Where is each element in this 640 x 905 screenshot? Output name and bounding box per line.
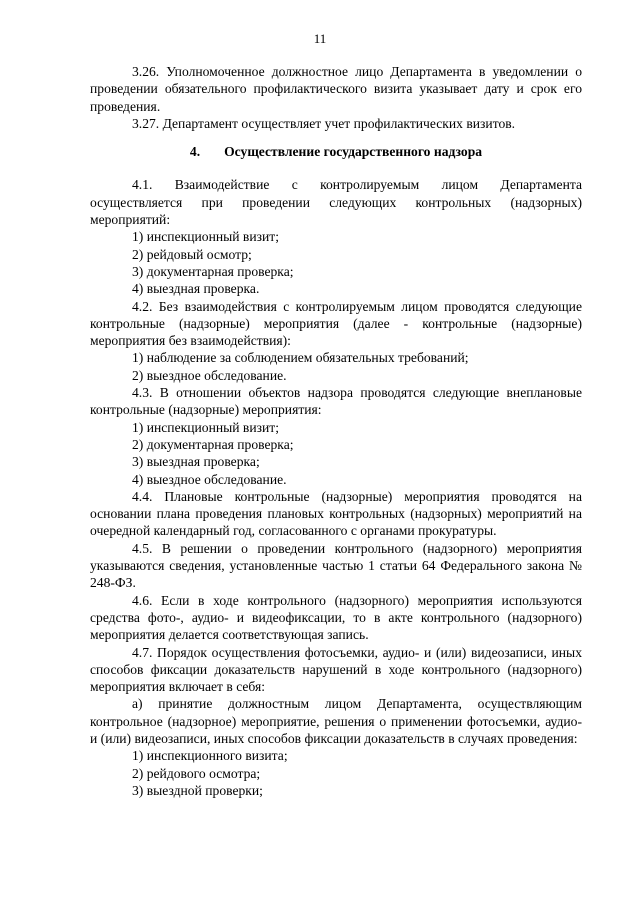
list-item: 1) инспекционный визит;: [132, 229, 279, 245]
paragraph: 4.7. Порядок осуществления фотосъемки, аудио- и (или) видеозаписи, иных способов фиксации доказательств нарушений в ходе контрольного (надзорного) мероприятия включает в себя:: [90, 644, 582, 695]
paragraph: 4.3. В отношении объектов надзора проводятся следующие внеплановые контрольные (надзорные) мероприятия:: [90, 385, 582, 418]
list-item: 1) наблюдение за соблюдением обязательных требований;: [132, 350, 469, 366]
section-title: Осуществление государственного надзора: [224, 144, 483, 160]
paragraph: 4.1. Взаимодействие с контролируемым лицом Департамента осуществляется при проведении следующих контрольных (надзорных) мероприятий:: [90, 177, 582, 228]
list-item: 1) инспекционный визит;: [132, 419, 279, 435]
list-item: 4) выездное обследование.: [132, 471, 287, 487]
paragraph: 4.5. В решении о проведении контрольного (надзорного) мероприятия указываются сведения, установленные частью 1 статьи 64 Федерального закона № 248-ФЗ.: [90, 540, 582, 591]
paragraph: 4.2. Без взаимодействия с контролируемым лицом проводятся следующие контрольные (надзорные) мероприятия (далее - контрольные (надзорные) мероприятия без взаимодействия):: [90, 298, 582, 349]
paragraph: 4.4. Плановые контрольные (надзорные) мероприятия проводятся на основании плана проведения плановых контрольных (надзорных) мероприятий на очередной календарный год, согласованного с органами прокуратуры.: [90, 488, 582, 539]
list-item: 4) выездная проверка.: [132, 281, 260, 297]
paragraph: 4.6. Если в ходе контрольного (надзорного) мероприятия используются средства фото-, аудио- и видеофиксации, то в акте контрольного (надзорного) мероприятия делается соответствующая запись.: [90, 592, 582, 643]
list-item: 3) выездная проверка;: [132, 454, 260, 470]
section-number: 4.: [189, 144, 201, 160]
paragraph: 3.26. Уполномоченное должностное лицо Департамента в уведомлении о проведении обязательного профилактического визита указывает дату и срок его проведения.: [90, 64, 582, 114]
list-item: 2) документарная проверка;: [132, 436, 294, 452]
section-heading: [90, 143, 582, 160]
list-item: 2) выездное обследование.: [132, 367, 287, 383]
paragraph: 3.27. Департамент осуществляет учет профилактических визитов.: [132, 115, 516, 131]
list-item: 2) рейдового осмотра;: [132, 765, 261, 781]
list-item: 2) рейдовый осмотр;: [132, 246, 252, 262]
paragraph: а) принятие должностным лицом Департамента, осуществляющим контрольное (надзорное) мероприятие, решения о применении фотосъемки, аудио- и (или) видеозаписи, иных способов фиксации доказательств в случаях проведения:: [90, 696, 582, 746]
list-item: 3) документарная проверка;: [132, 263, 294, 279]
list-item: 3) выездной проверки;: [132, 782, 263, 798]
page-number: 11: [313, 31, 327, 46]
list-item: 1) инспекционного визита;: [132, 748, 288, 764]
document-body: [90, 63, 582, 799]
